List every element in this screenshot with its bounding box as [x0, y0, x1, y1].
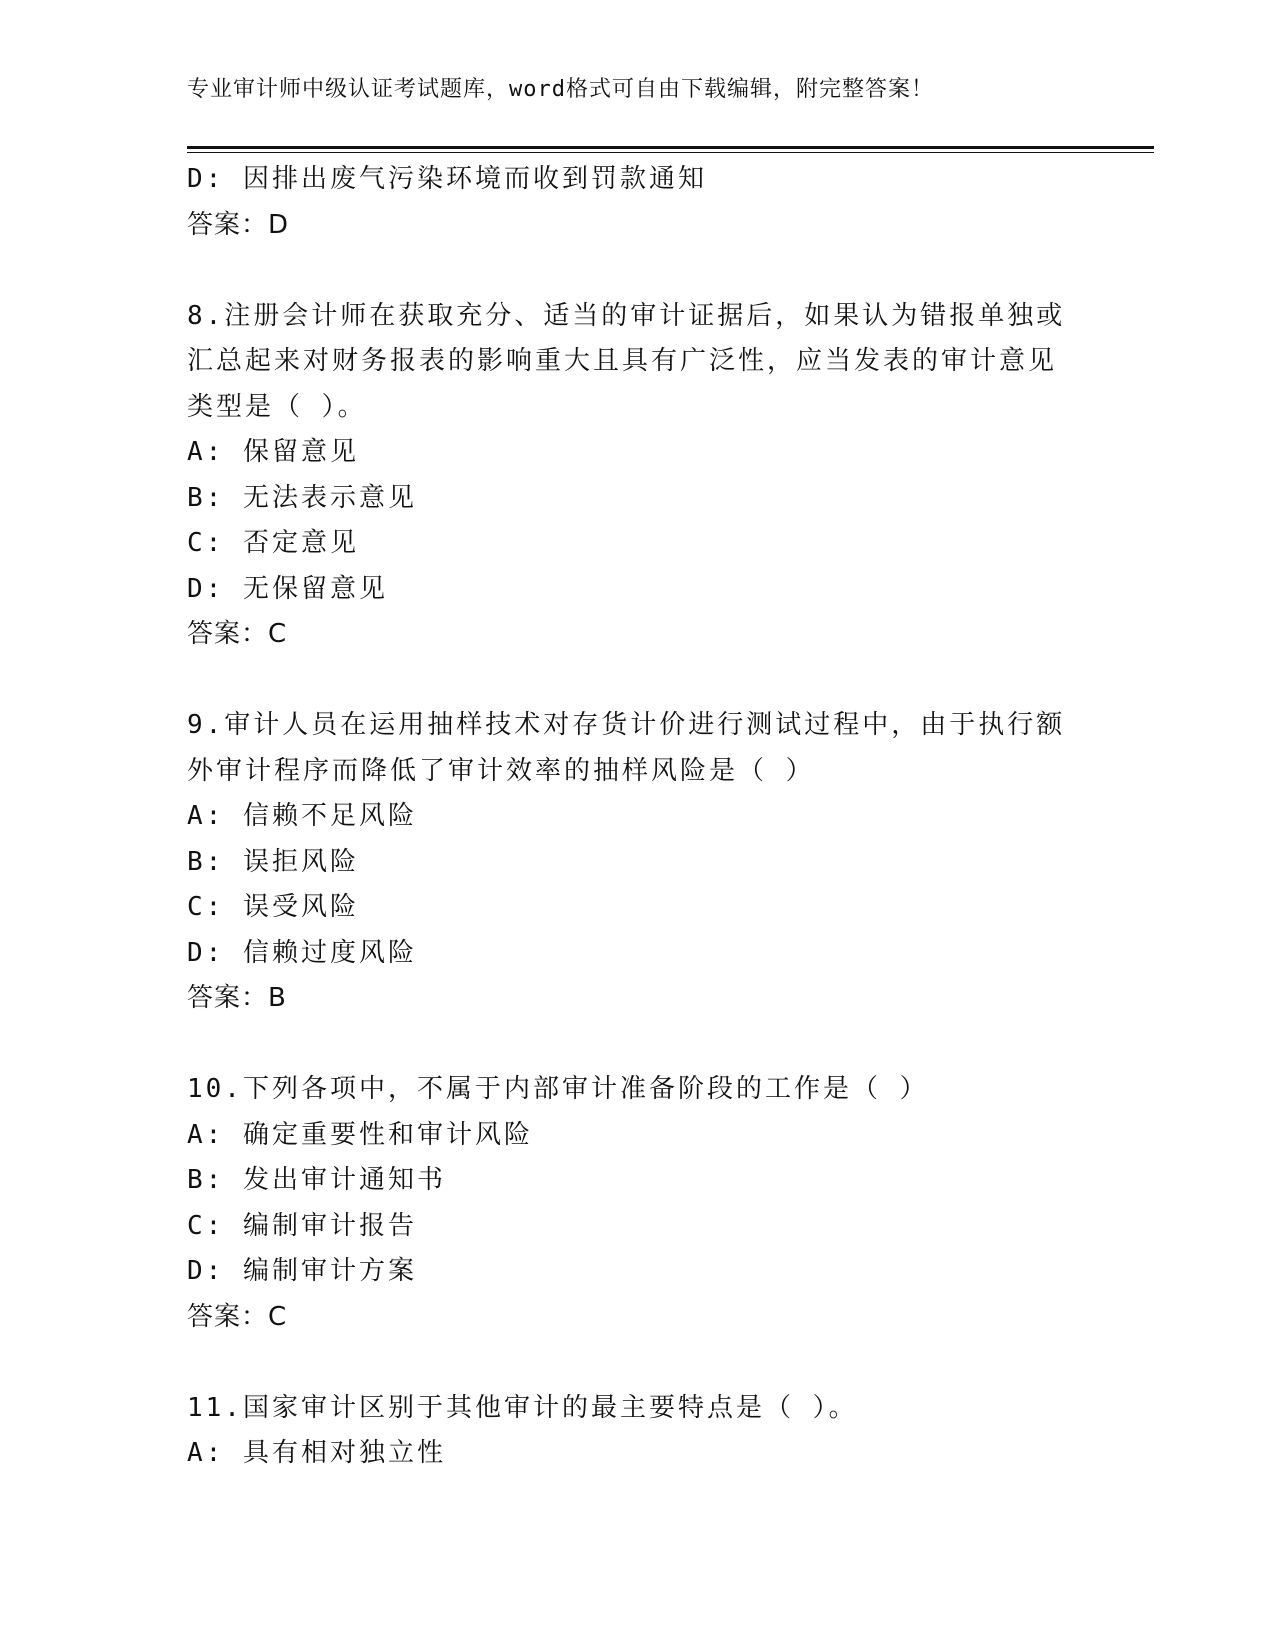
answer-line: 答案：B [187, 983, 287, 1013]
option-d: D: 信赖过度风险 [187, 937, 417, 968]
question-text-line: 8.注册会计师在获取充分、适当的审计证据后，如果认为错报单独或 [187, 300, 1066, 331]
question-text-line: 9.审计人员在运用抽样技术对存货计价进行测试过程中，由于执行额 [187, 710, 1066, 740]
question-text-line: 类型是（ ）。 [187, 391, 367, 422]
question-block [187, 294, 1067, 658]
document-body [187, 157, 1067, 1477]
header-divider-thin [187, 152, 1154, 153]
answer-line: 答案：C [187, 619, 288, 649]
question-text-line: 外审计程序而降低了审计效率的抽样风险是（ ） [187, 755, 815, 786]
option-a: A: 确定重要性和审计风险 [187, 1119, 533, 1150]
option-d: D: 编制审计方案 [187, 1256, 417, 1286]
question-text-line: 10.下列各项中，不属于内部审计准备阶段的工作是（ ） [187, 1074, 929, 1104]
answer-line: 答案：C [187, 1301, 288, 1332]
spacer [187, 1340, 1067, 1386]
option-a: A: 具有相对独立性 [187, 1438, 446, 1468]
option-c: C: 误受风险 [187, 892, 359, 922]
question-text-line: 11.国家审计区别于其他审计的最主要特点是（ ）。 [187, 1392, 858, 1423]
option-b: B: 误拒风险 [187, 846, 359, 877]
question-text-line: 汇总起来对财务报表的影响重大且具有广泛性，应当发表的审计意见 [187, 346, 1058, 376]
page-header: 专业审计师中级认证考试题库，word格式可自由下载编辑，附完整答案！ [187, 77, 934, 102]
question-block [187, 1386, 1067, 1477]
option-d: D: 无保留意见 [187, 573, 388, 604]
question-block [187, 1067, 1067, 1340]
spacer [187, 1022, 1067, 1068]
spacer [187, 658, 1067, 704]
option-d: D: 因排出废气污染环境而收到罚款通知 [187, 164, 707, 194]
option-a: A: 保留意见 [187, 437, 359, 467]
option-c: C: 编制审计报告 [187, 1210, 417, 1241]
option-b: B: 无法表示意见 [187, 482, 417, 513]
spacer [187, 248, 1067, 294]
header-divider-thick [187, 146, 1154, 149]
answer-line: 答案：D [187, 209, 290, 240]
option-c: C: 否定意见 [187, 528, 359, 558]
option-b: B: 发出审计通知书 [187, 1165, 446, 1195]
option-a: A: 信赖不足风险 [187, 801, 417, 831]
question-block [187, 703, 1067, 1022]
